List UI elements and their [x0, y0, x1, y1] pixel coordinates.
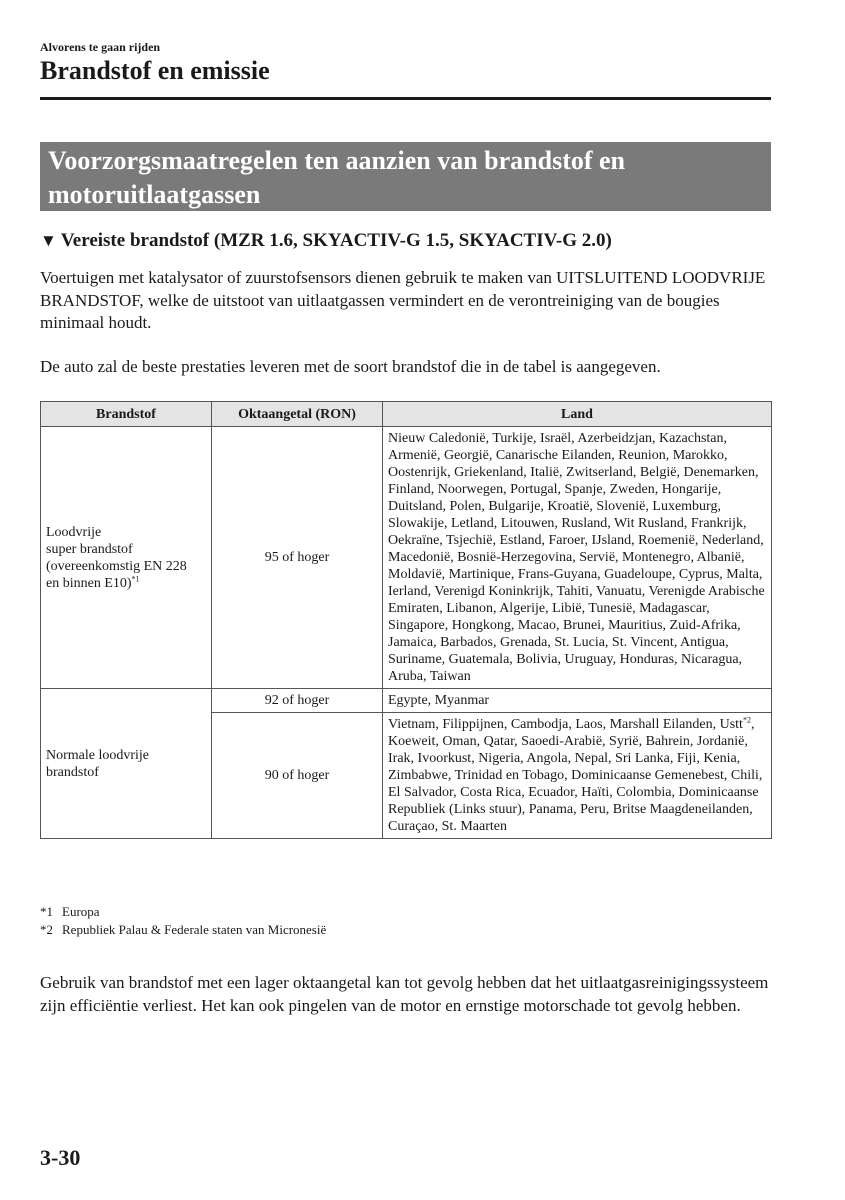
- warning-paragraph: Gebruik van brandstof met een lager oktaangetal kan tot gevolg hebben dat het uitlaatgasreinigingssysteem zijn efficiëntie verliest. Het kan ook pingelen van de motor en ernstige motorschade tot gevolg hebben.: [40, 973, 769, 1015]
- header-divider: [40, 97, 771, 100]
- page-title: Brandstof en emissie: [40, 56, 270, 85]
- table-intro-paragraph: De auto zal de beste prestaties leveren met de soort brandstof die in de tabel is aangegeven.: [40, 357, 661, 376]
- country-cell: Vietnam, Filippijnen, Cambodja, Laos, Marshall Eilanden, Ustt$^{*2}$, Koeweit, Oman, Qatar, Saoedi-Arabië, Syrië, Bahrein, Jordanië, Irak, Ivoorkust, Nigeria, Angola, Nepal, Sri Lanka, Fiji, Kenia, Zimbabwe, Trinidad en Tobago, Dominicaanse Gemenebest, Chili, El Salvador, Costa Rica, Ecuador, Haïti, Colombia, Dominicaanse Republiek (Links stuur), Panama, Peru, Britse Maagdeneilanden, Curaçao, St. Maarten: [383, 713, 772, 839]
- triangle-bullet-icon: ▼: [40, 231, 57, 250]
- fuel-table: [40, 401, 772, 839]
- footnote-ref: *1: [131, 573, 140, 583]
- section-title-line-2: motoruitlaatgassen: [48, 180, 261, 209]
- table-row: [41, 689, 772, 713]
- column-header-fuel: Brandstof: [41, 402, 212, 427]
- table-header-row: [41, 402, 772, 427]
- table-row: [41, 427, 772, 689]
- intro-paragraph: Voertuigen met katalysator of zuurstofsensors dienen gebruik te maken van UITSLUITEND LOODVRIJE BRANDSTOF, welke de uitstoot van uitlaatgassen vermindert en de verontreiniging van de bougies minimaal houdt.: [40, 268, 766, 332]
- page-number: 3-30: [40, 1145, 81, 1170]
- section-title-line-1: Voorzorgsmaatregelen ten aanzien van brandstof en: [48, 146, 626, 175]
- footnote-ref: *2: [742, 715, 751, 725]
- subheading: [40, 230, 612, 252]
- footnote-2: *2 Republiek Palau & Federale staten van Micronesië: [40, 922, 327, 937]
- column-header-country: Land: [383, 402, 772, 427]
- fuel-type-cell: Normale loodvrije brandstof: [41, 689, 212, 839]
- subheading-text: Vereiste brandstof (MZR 1.6, SKYACTIV-G 1.5, SKYACTIV-G 2.0): [60, 230, 612, 251]
- running-header-section: Alvorens te gaan rijden: [40, 40, 161, 54]
- section-title-box: [40, 142, 771, 211]
- octane-cell: 92 of hoger: [212, 689, 383, 713]
- country-cell: Nieuw Caledonië, Turkije, Israël, Azerbeidzjan, Kazachstan, Armenië, Georgië, Canarische Eilanden, Reunion, Marokko, Oostenrijk, Griekenland, Italië, Zwitserland, België, Denemarken, Finland, Noorwegen, Portugal, Spanje, Zweden, Hongarije, Duitsland, Polen, Bulgarije, Kroatië, Slovenië, Luxemburg, Slowakije, Letland, Litouwen, Rusland, Wit Rusland, Frankrijk, Oekraïne, Tsjechië, Estland, Faroer, IJsland, Roemenië, Nederland, Macedonië, Bosnië-Herzegovina, Servië, Montenegro, Albanië, Moldavië, Martinique, Frans-Guyana, Guadeloupe, Cyprus, Malta, Ierland, Verenigd Koninkrijk, Tahiti, Vanuatu, Verenigde Arabische Emiraten, Libanon, Algerije, Libië, Tunesië, Madagascar, Singapore, Hongkong, Macao, Brunei, Mauritius, Zuid-Afrika, Jamaica, Barbados, Grenada, St. Lucia, St. Vincent, Antigua, Suriname, Guatemala, Bolivia, Uruguay, Honduras, Nicaragua, Aruba, Taiwan: [383, 427, 772, 689]
- fuel-type-cell: Loodvrije super brandstof (overeenkomstig EN 228 en binnen E10)$^{*1}$: [41, 427, 212, 689]
- octane-cell: 95 of hoger: [212, 427, 383, 689]
- country-cell: Egypte, Myanmar: [383, 689, 772, 713]
- footnote-1: *1 Europa: [40, 904, 100, 919]
- footnotes: [40, 903, 326, 939]
- octane-cell: 90 of hoger: [212, 713, 383, 839]
- column-header-ron: Oktaangetal (RON): [212, 402, 383, 427]
